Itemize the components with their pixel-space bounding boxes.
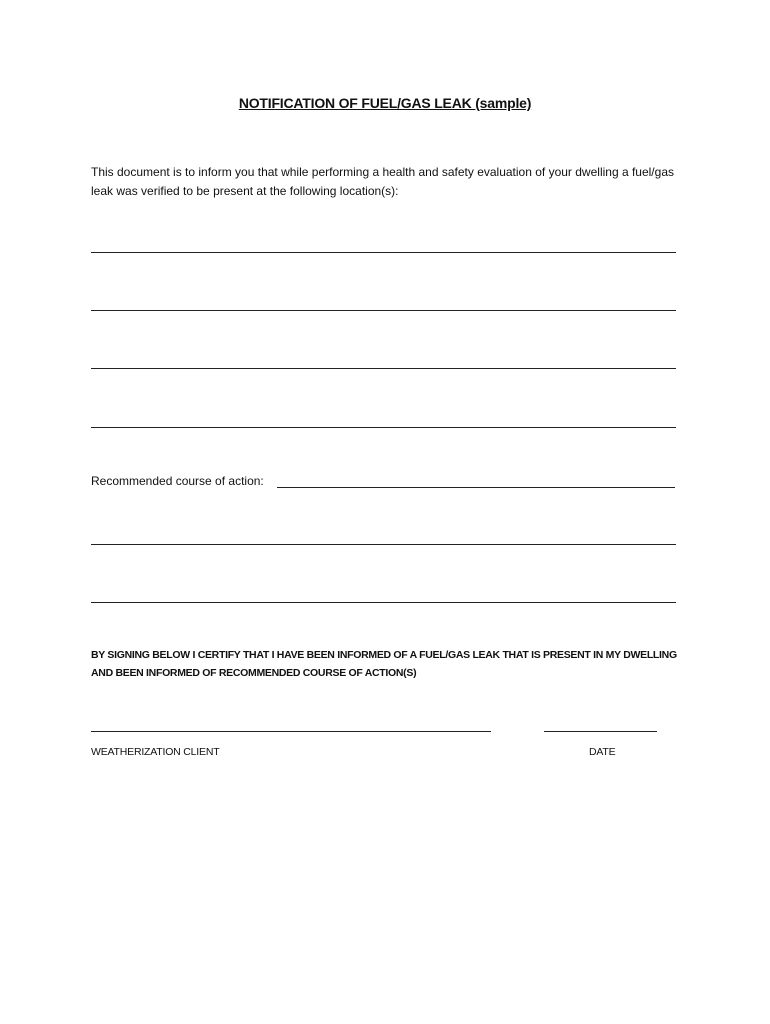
signature-label: WEATHERIZATION CLIENT [91, 746, 220, 758]
intro-paragraph: This document is to inform you that while performing a health and safety evaluation of your dwelling a fuel/gas leak was verified to be present at the following location(s): [91, 165, 674, 198]
date-label: DATE [589, 746, 616, 758]
date-line[interactable] [544, 731, 657, 732]
action-label: Recommended course of action: [91, 474, 264, 488]
action-line-3[interactable] [91, 602, 676, 603]
action-line-2[interactable] [91, 544, 676, 545]
page-title: NOTIFICATION OF FUEL/GAS LEAK (sample) [238, 95, 532, 111]
action-line-1[interactable] [277, 487, 675, 488]
location-line-4[interactable] [91, 427, 676, 428]
certification-statement: BY SIGNING BELOW I CERTIFY THAT I HAVE BEEN INFORMED OF A FUEL/GAS LEAK THAT IS PRESENT IN MY DWELLING AND BEEN INFORMED OF RECOMMENDED COURSE OF ACTION(S) [91, 649, 677, 679]
location-line-3[interactable] [91, 368, 676, 369]
location-line-2[interactable] [91, 310, 676, 311]
signature-line[interactable] [91, 731, 491, 732]
location-line-1[interactable] [91, 252, 676, 253]
